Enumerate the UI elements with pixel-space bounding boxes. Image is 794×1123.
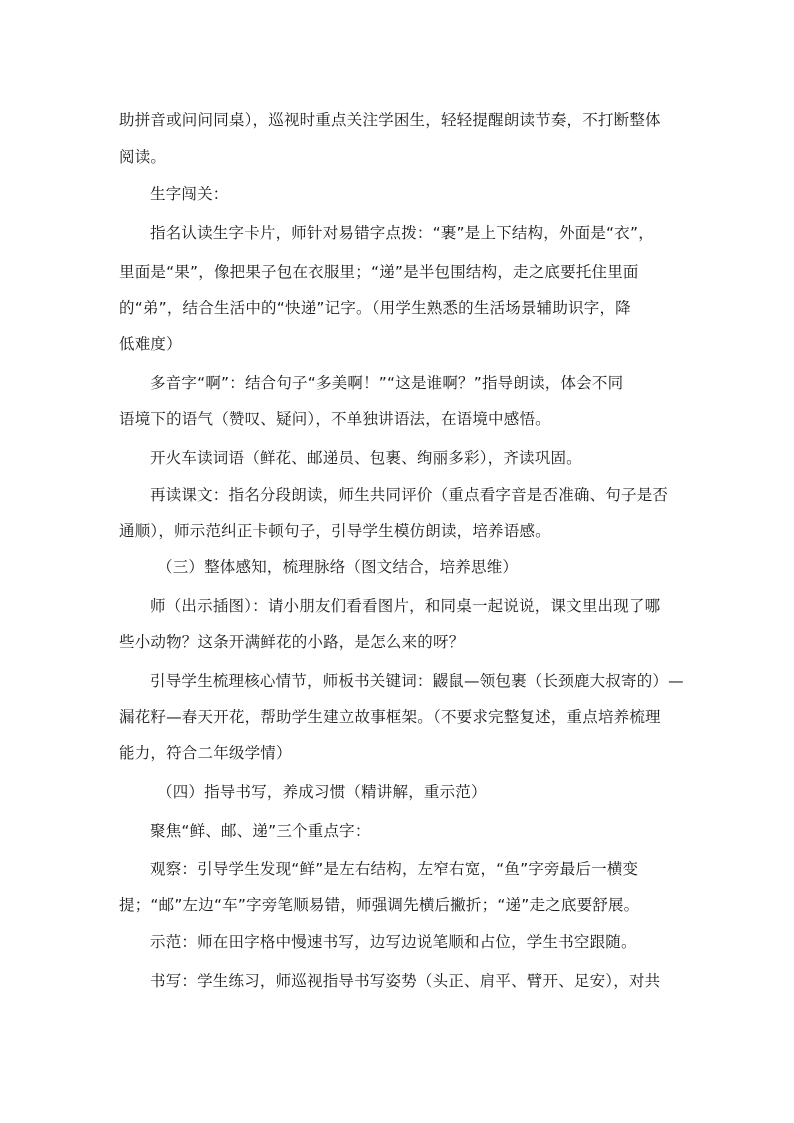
text-line-2: 阅读。 <box>119 148 167 166</box>
text-line-20: 聚焦“鲜、邮、递”三个重点字： <box>150 822 371 840</box>
text-line-1: 助拼音或问问同桌），巡视时重点关注学困生，轻轻提醒朗读节奏，不打断整体 <box>119 111 661 129</box>
text-line-5: 里面是“果”，像把果子包在衣服里；“递”是半包围结构，走之底要托住里面 <box>119 263 639 281</box>
text-line-18: 能力，符合二年级学情） <box>119 744 292 762</box>
text-line-10: 开火车读词语（鲜花、邮递员、包裹、绚丽多彩），齐读巩固。 <box>150 449 582 467</box>
text-line-23: 示范：师在田字格中慢速书写，边写边说笔顺和占位，学生书空跟随。 <box>150 933 637 951</box>
section-heading-4: （四）指导书写，养成习惯（精讲解，重示范） <box>157 783 487 801</box>
text-line-15: 些小动物？这条开满鲜花的小路，是怎么来的呀？ <box>119 633 465 651</box>
text-line-8: 多音字“啊”：结合句子“多美啊！”“这是谁啊？”指导朗读，体会不同 <box>150 374 624 392</box>
text-line-17: 漏花籽—春天开花，帮助学生建立故事框架。（不要求完整复述，重点培养梳理 <box>119 708 661 726</box>
text-line-21: 观察：引导学生发现“鲜”是左右结构，左窄右宽，“鱼”字旁最后一横变 <box>150 860 639 878</box>
text-line-14: 师（出示插图）：请小朋友们看看图片，和同桌一起说说，课文里出现了哪 <box>150 597 661 615</box>
section-heading-3: （三）整体感知，梳理脉络（图文结合，培养思维） <box>157 558 519 576</box>
text-line-6: 的“弟”，结合生活中的“快递”记字。（用学生熟悉的生活场景辅助识字，降 <box>119 299 631 317</box>
text-line-11: 再读课文：指名分段朗读，师生共同评价（重点看字音是否准确、句子是否 <box>150 486 669 504</box>
section-heading-shengzi: 生字闯关： <box>150 185 229 203</box>
text-line-12: 通顺），师示范纠正卡顿句子，引导学生模仿朗读，培养语感。 <box>119 522 551 540</box>
text-line-24: 书写：学生练习，师巡视指导书写姿势（头正、肩平、臂开、足安），对共 <box>150 972 661 990</box>
text-line-7: 低难度） <box>119 335 182 353</box>
text-line-22: 提；“邮”左边“车”字旁笔顺易错，师强调先横后撇折；“递”走之底要舒展。 <box>119 896 640 914</box>
text-line-4: 指名认读生字卡片，师针对易错字点拨：“裹”是上下结构，外面是“衣”， <box>150 224 654 242</box>
text-line-16: 引导学生梳理核心情节，师板书关键词：鼹鼠—领包裹（长颈鹿大叔寄的）— <box>150 672 684 690</box>
text-line-9: 语境下的语气（赞叹、疑问），不单独讲语法，在语境中感悟。 <box>119 410 551 428</box>
